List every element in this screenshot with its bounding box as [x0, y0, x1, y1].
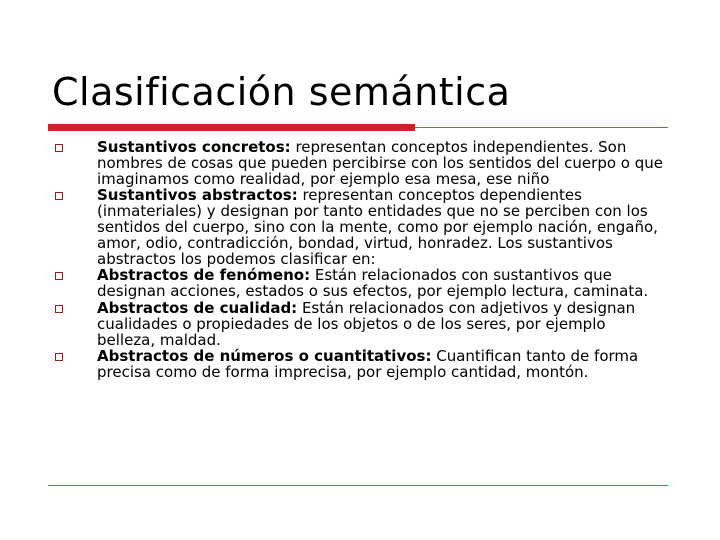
item-text: Cuantifican tanto de forma precisa como de forma imprecisa, por ejemplo cantidad, montón.	[97, 347, 639, 382]
item-text: representan conceptos independientes. Son nombres de cosas que pueden percibirse con los sentidos del cuerpo o que imaginamos como realidad, por ejemplo esa mesa, ese niño	[97, 138, 663, 188]
item-term: Abstractos de fenómeno:	[97, 266, 311, 285]
item-term: Sustantivos concretos:	[97, 138, 291, 156]
list-item	[55, 268, 665, 300]
footer-divider	[48, 485, 668, 486]
item-term: Sustantivos abstractos:	[97, 186, 298, 205]
item-text: representan conceptos dependientes (inmateriales) y designan por tanto entidades que no se perciben con los sentidos del cuerpo, sino con la mente, como por ejemplo nación, engaño, amor, odio, contradicción, bondad, virtud, honradez. Los sustantivos abstractos los podemos clasificar en:	[97, 186, 658, 268]
bullet-list	[55, 140, 665, 382]
square-bullet-icon	[55, 353, 63, 361]
list-item	[55, 188, 665, 267]
item-text: Están relacionados con sustantivos que designan acciones, estados o sus efectos, por ejemplo lectura, caminata.	[97, 266, 649, 301]
slide-title: Clasificación semántica	[52, 70, 511, 114]
list-item	[55, 298, 665, 349]
item-term: Abstractos de cualidad:	[97, 298, 298, 317]
square-bullet-icon	[55, 144, 63, 152]
list-item	[55, 140, 665, 187]
square-bullet-icon	[55, 272, 63, 280]
item-text: Están relacionados con adjetivos y designan cualidades o propiedades de los objetos o de los seres, por ejemplo belleza, maldad.	[97, 298, 636, 349]
item-term: Abstractos de números o cuantitativos:	[97, 347, 432, 366]
list-item	[55, 349, 665, 381]
square-bullet-icon	[55, 192, 63, 200]
square-bullet-icon	[55, 305, 63, 313]
title-accent-bar	[48, 124, 415, 131]
